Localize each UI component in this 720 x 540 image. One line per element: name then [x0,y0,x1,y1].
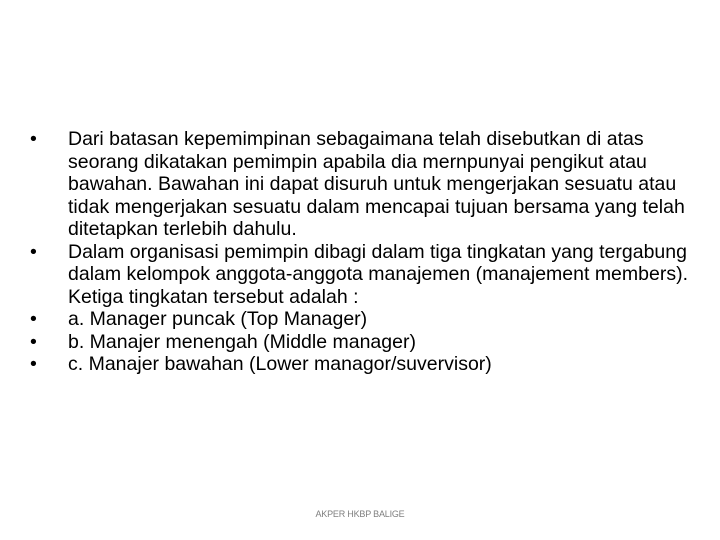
bullet-dot-icon: • [30,128,37,150]
bullet-dot-icon: • [30,353,37,375]
bullet-item-5 [30,353,695,376]
bullet-item-1 [30,128,695,241]
slide-footer: AKPER HKBP BALIGE [315,509,405,519]
bullet-text-4: b. Manajer menengah (Middle manager) [68,330,416,353]
bullet-text-5: c. Manajer bawahan (Lower managor/suvervisor) [68,353,492,375]
bullet-item-2 [30,241,695,309]
bullet-item-4 [30,331,695,354]
bullet-text-1: Dari batasan kepemimpinan sebagaimana telah disebutkan di atas seorang dikatakan pemimpin apabila dia mernpunyai pengikut atau bawahan. Bawahan ini dapat disuruh untuk mengerjakan sesuatu atau tidak mengerjakan sesuatu dalam mencapai tujuan bersama yang telah ditetapkan terlebih dahulu. [68,128,685,240]
bullet-text-3: a. Manager puncak (Top Manager) [68,308,368,330]
bullet-list [30,128,695,376]
bullet-text-2: Dalam organisasi pemimpin dibagi dalam tiga tingkatan yang tergabung dalam kelompok anggota-anggota manajemen (manajement members). Ketiga tingkatan tersebut adalah : [68,240,688,308]
bullet-item-3 [30,308,695,331]
bullet-dot-icon: • [30,330,37,353]
bullet-dot-icon: • [30,240,37,263]
bullet-dot-icon: • [30,308,37,330]
